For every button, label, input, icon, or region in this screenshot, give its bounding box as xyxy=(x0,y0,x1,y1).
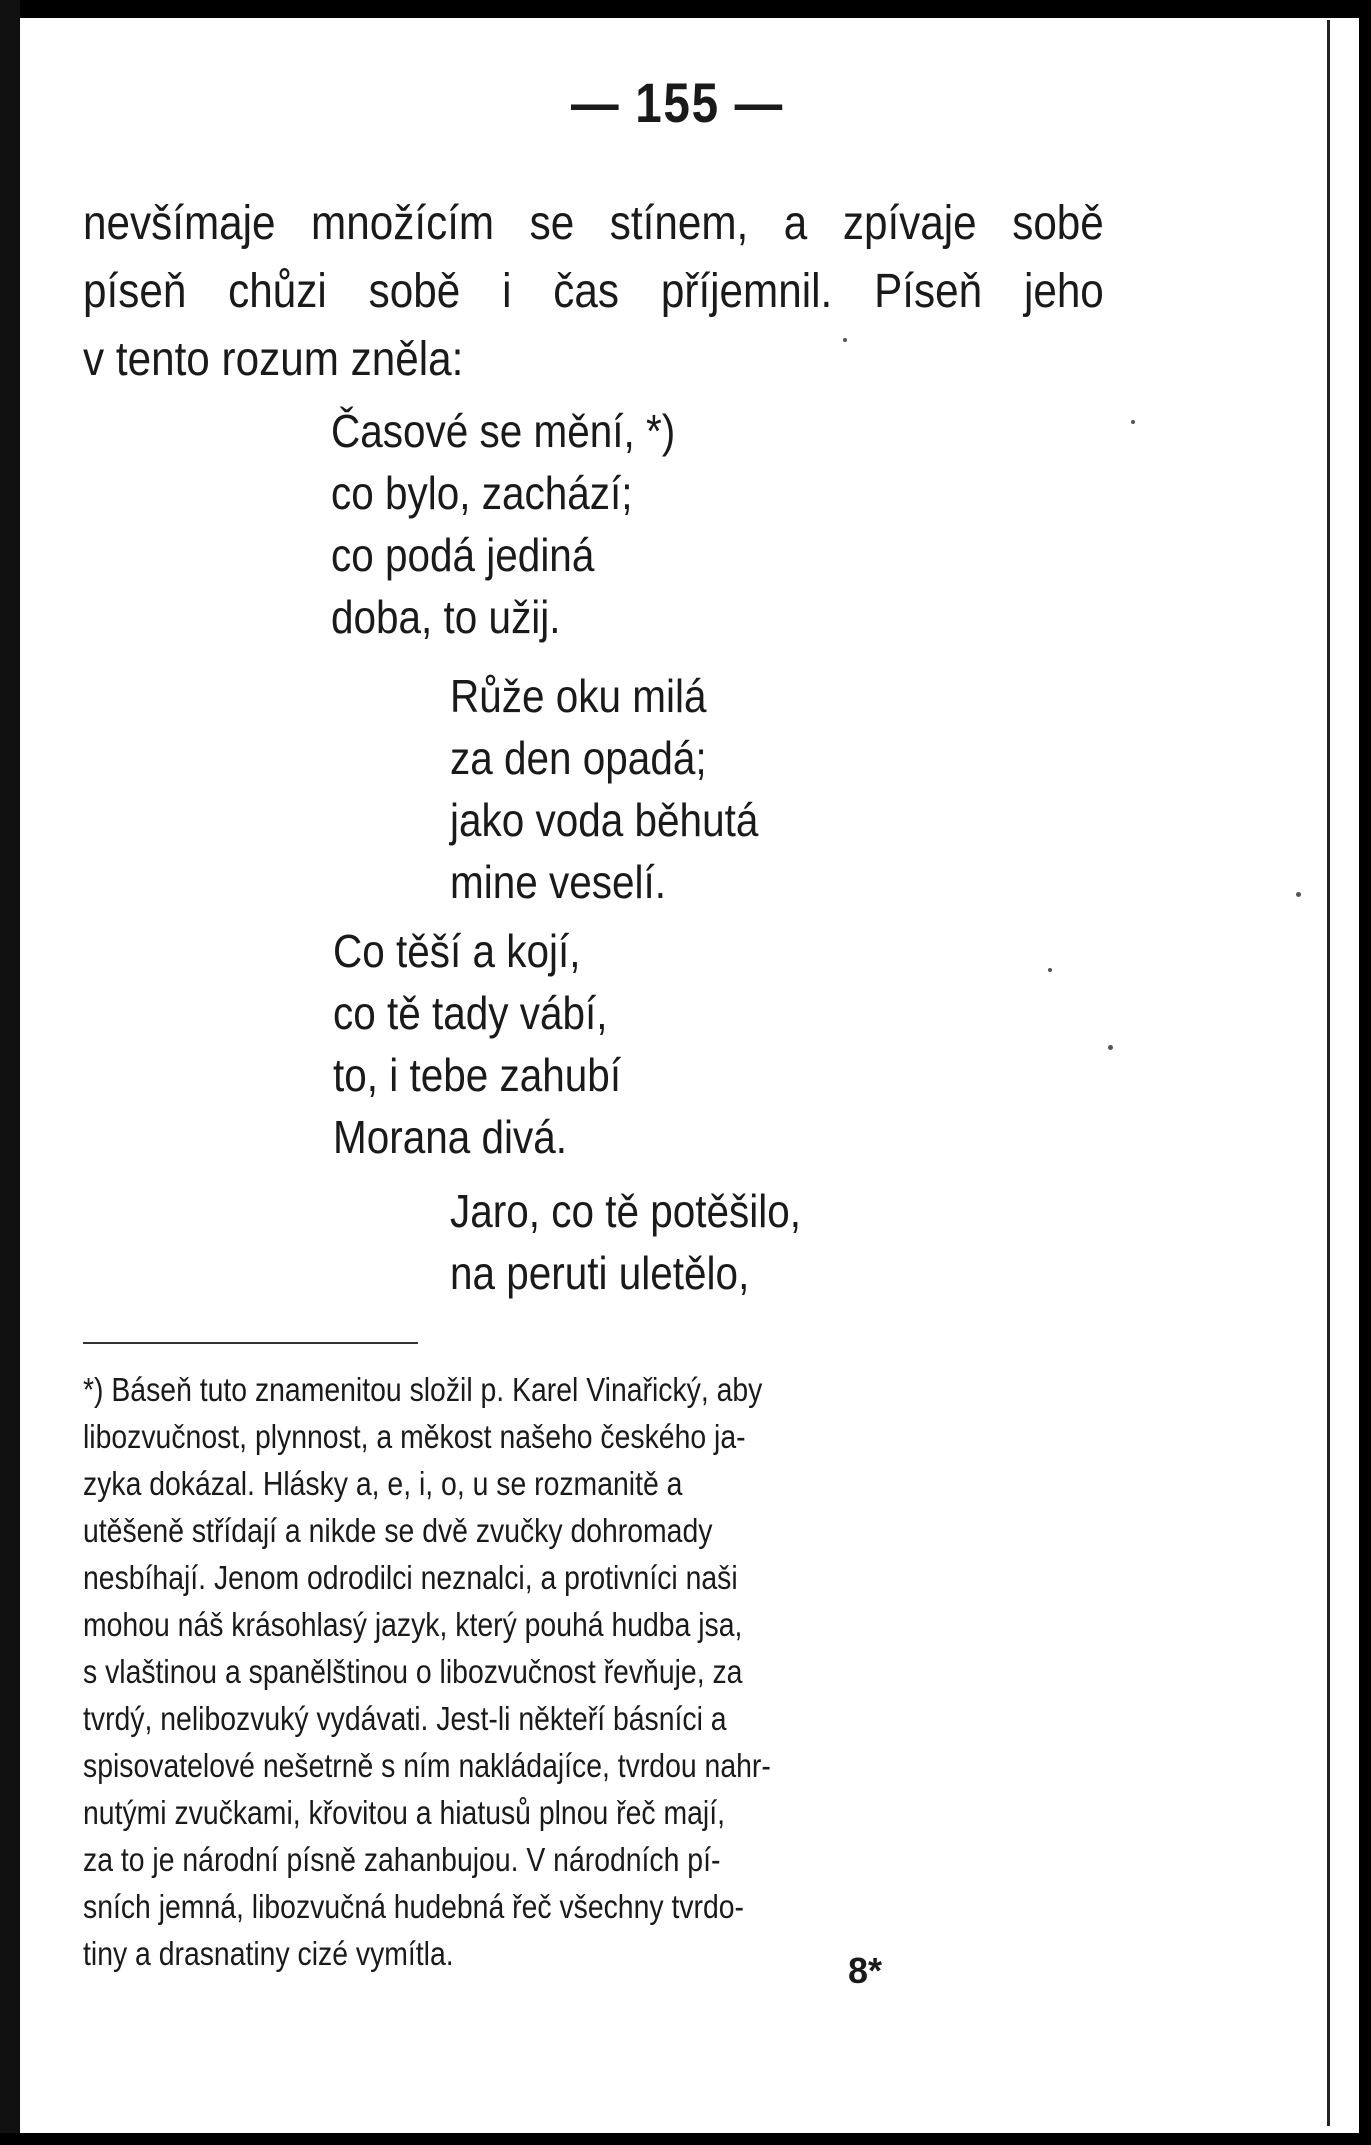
footnote-line: *) Báseň tuto znamenitou složil p. Karel Vinařický, aby xyxy=(83,1371,763,1408)
signature-mark: 8* xyxy=(848,1950,883,1991)
poem-line: jako voda běhutá xyxy=(450,794,759,846)
footnote-line: za to je národní písně zahanbujou. V národních pí- xyxy=(83,1841,721,1878)
footnote-line: mohou náš krásohlasý jazyk, který pouhá hudba jsa, xyxy=(83,1606,743,1643)
scan-border-left xyxy=(0,0,20,2145)
poem-line: Růže oku milá xyxy=(450,670,707,722)
footnote-line: zyka dokázal. Hlásky a, e, i, o, u se rozmanitě a xyxy=(83,1465,683,1502)
poem-stanza-1 xyxy=(331,400,722,648)
footnote-line: tvrdý, nelibozvuký vydávati. Jest-li někteří básníci a xyxy=(83,1700,727,1737)
poem-line: to, i tebe zahubí xyxy=(333,1049,622,1101)
poem-line: Co těší a kojí, xyxy=(333,925,581,977)
poem-line: Jaro, co tě potěšilo, xyxy=(450,1185,802,1237)
intro-line: píseň chůzi sobě i čas příjemnil. Píseň jeho xyxy=(83,265,1104,318)
footnote xyxy=(83,1366,1163,1977)
poem-line: mine veselí. xyxy=(450,856,666,908)
poem-stanza-2 xyxy=(450,665,800,913)
scan-border-bottom xyxy=(0,2133,1371,2145)
scan-speck xyxy=(1108,1045,1113,1050)
footnote-line: libozvučnost, plynnost, a měkost našeho českého ja- xyxy=(83,1418,746,1455)
poem-line: na peruti uletělo, xyxy=(450,1247,750,1299)
footnote-line: nesbíhají. Jenom odrodilci neznalci, a protivníci naši xyxy=(83,1559,738,1596)
poem-line: co tě tady vábí, xyxy=(333,987,608,1039)
poem-stanza-3 xyxy=(333,920,660,1168)
footnote-line: tiny a drasnatiny cizé vymítla. xyxy=(83,1935,454,1972)
footnote-line: utěšeně střídají a nikde se dvě zvučky dohromady xyxy=(83,1512,713,1549)
footnote-line: sních jemná, libozvučná hudebná řeč všechny tvrdo- xyxy=(83,1888,744,1925)
poem-line: co bylo, zachází; xyxy=(331,467,633,519)
footnote-line: s vlaštinou a spanělštinou o libozvučnost řevňuje, za xyxy=(83,1653,743,1690)
footnote-line: nutými zvučkami, křovitou a hiatusů plnou řeč mají, xyxy=(83,1794,725,1831)
scan-speck xyxy=(1131,420,1135,424)
poem-line: co podá jediná xyxy=(331,529,595,581)
poem-line: Morana divá. xyxy=(333,1111,568,1163)
footnote-divider xyxy=(83,1342,418,1344)
scan-speck xyxy=(1048,968,1052,972)
poem-line: doba, to užij. xyxy=(331,591,561,643)
scan-speck xyxy=(1296,892,1301,897)
poem-stanza-4 xyxy=(450,1180,849,1304)
page-number: — 155 — xyxy=(571,71,784,134)
poem-line: za den opadá; xyxy=(450,732,707,784)
scan-border-right xyxy=(1359,0,1371,2145)
footnote-line: spisovatelové nešetrně s ním nakládajíce, tvrdou nahr- xyxy=(83,1747,771,1784)
intro-paragraph xyxy=(83,190,1283,394)
scan-speck xyxy=(843,338,847,342)
scan-border-top xyxy=(0,0,1371,18)
intro-line: v tento rozum zněla: xyxy=(83,333,464,386)
book-page xyxy=(28,20,1330,2126)
intro-line: nevšímaje množícím se stínem, a zpívaje sobě xyxy=(83,197,1104,250)
poem-line: Časové se mění, *) xyxy=(331,405,676,457)
